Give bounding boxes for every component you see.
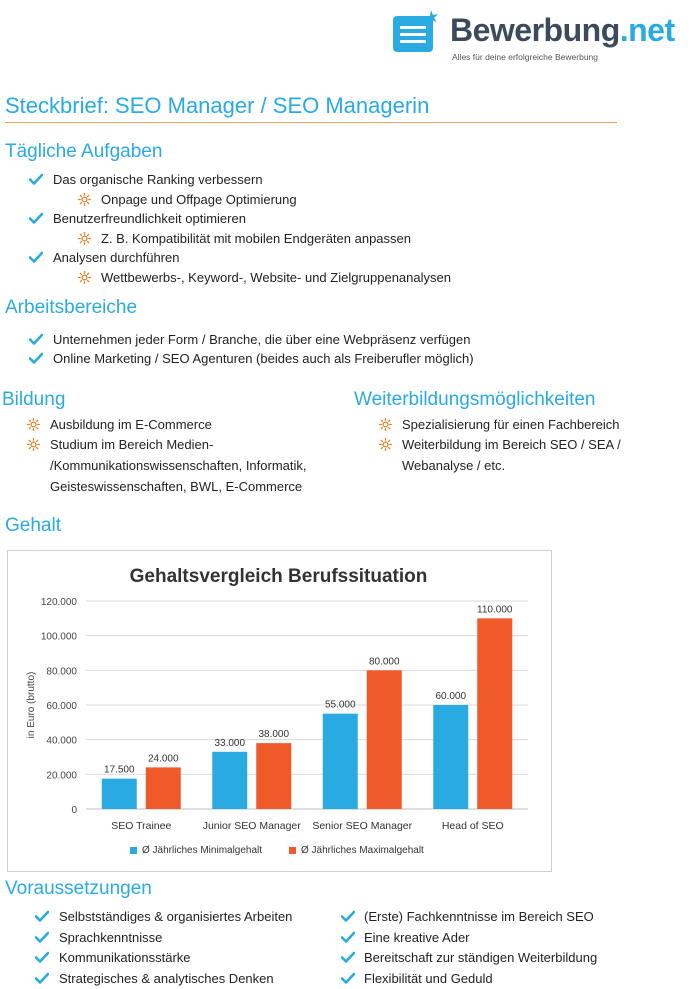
legend-label-min: Ø Jährliches Minimalgehalt	[142, 845, 263, 856]
logo-tagline: Alles für deine erfolgreiche Bewerbung	[452, 52, 599, 62]
data-label: 55.000	[324, 699, 356, 711]
arbeitsbereich-item-1: Unternehmen jeder Form / Branche, die über eine Webpräsenz verfügen	[53, 332, 471, 347]
bildung-item-1: Ausbildung im E-Commerce	[50, 417, 212, 432]
y-tick-label: 40.000	[46, 735, 77, 747]
x-category-label: Junior SEO Manager	[202, 820, 301, 832]
bar-min	[212, 752, 247, 809]
bildung-item-2-line-2: /Kommunikationswissenschaften, Informatik,	[50, 458, 307, 473]
bildung-item-2-line-3: Geisteswissenschaften, BWL, E-Commerce	[50, 479, 303, 494]
bar-max	[146, 767, 181, 809]
checkmark-icon	[341, 972, 355, 984]
checkmark-icon	[341, 910, 355, 922]
legend-swatch-min	[130, 847, 137, 854]
y-tick-label: 0	[71, 805, 77, 816]
heading-taegliche-aufgaben: Tägliche Aufgaben	[5, 141, 163, 162]
heading-weiterbildung: Weiterbildungsmöglichkeiten	[354, 389, 596, 410]
bar-max	[367, 670, 402, 809]
data-label: 38.000	[258, 729, 290, 741]
chart-title: Gehaltsvergleich Berufssituation	[129, 566, 428, 587]
task-subitem-3: Wettbewerbs-, Keyword-, Website- und Zielgruppenanalysen	[101, 270, 451, 285]
arbeitsbereich-item-2: Online Marketing / SEO Agenturen (beides auch als Freiberufler möglich)	[53, 351, 474, 366]
bar-min	[323, 714, 358, 809]
legend-item-max	[289, 845, 424, 856]
bildung-item-2-line-1: Studium im Bereich Medien-	[50, 437, 214, 452]
checkmark-icon	[341, 951, 355, 963]
voraussetzung-left-4: Strategisches & analytisches Denken	[59, 971, 274, 986]
x-category-label: Head of SEO	[441, 820, 504, 832]
logo-name: Bewerbung	[450, 12, 620, 48]
voraussetzung-right-4: Flexibilität und Geduld	[364, 971, 493, 986]
voraussetzung-left-3: Kommunikationsstärke	[59, 950, 191, 965]
bar-min	[433, 705, 468, 809]
checkmark-icon	[35, 931, 49, 943]
y-tick-label: 20.000	[46, 770, 77, 782]
weiterbildung-item-2-line-2: Webanalyse / etc.	[402, 458, 506, 473]
data-label: 17.500	[103, 764, 135, 776]
y-tick-label: 60.000	[46, 701, 77, 712]
voraussetzung-left-2: Sprachkenntnisse	[59, 930, 163, 945]
heading-voraussetzungen: Voraussetzungen	[5, 878, 152, 899]
y-tick-label: 120.000	[40, 597, 77, 608]
x-category-label: SEO Trainee	[111, 820, 172, 832]
bar-max	[256, 743, 291, 809]
bar-max	[477, 618, 512, 809]
weiterbildung-item-1: Spezialisierung für einen Fachbereich	[402, 417, 620, 432]
voraussetzung-right-3: Bereitschaft zur ständigen Weiterbildung	[364, 950, 598, 965]
task-subitem-2: Z. B. Kompatibilität mit mobilen Endgeräten anpassen	[101, 231, 412, 246]
heading-bildung: Bildung	[2, 389, 66, 410]
legend-swatch-max	[289, 847, 296, 854]
logo-tld: .net	[619, 12, 675, 48]
checkmark-icon	[35, 910, 49, 922]
checkmark-icon	[35, 972, 49, 984]
data-label: 110.000	[477, 604, 513, 616]
heading-gehalt: Gehalt	[5, 515, 61, 536]
data-label: 60.000	[435, 691, 467, 702]
y-tick-label: 80.000	[46, 666, 77, 678]
data-label: 24.000	[147, 753, 179, 765]
task-item-3: Analysen durchführen	[53, 250, 180, 265]
task-subitem-1: Onpage und Offpage Optimierung	[101, 192, 297, 207]
voraussetzung-right-2: Eine kreative Ader	[364, 930, 470, 945]
legend-label-max: Ø Jährliches Maximalgehalt	[301, 845, 424, 856]
heading-arbeitsbereiche: Arbeitsbereiche	[5, 297, 138, 318]
checkmark-icon	[35, 951, 49, 963]
data-label: 80.000	[368, 656, 400, 668]
y-tick-label: 100.000	[40, 631, 77, 643]
checkmark-icon	[341, 931, 355, 943]
y-axis-title: in Euro (brutto)	[26, 671, 37, 739]
task-item-1: Das organische Ranking verbessern	[53, 172, 263, 187]
weiterbildung-item-2-line-1: Weiterbildung im Bereich SEO / SEA /	[402, 437, 621, 452]
voraussetzung-left-1: Selbstständiges & organisiertes Arbeiten	[59, 909, 293, 924]
task-item-2: Benutzerfreundlichkeit optimieren	[53, 211, 246, 226]
page-title: Steckbrief: SEO Manager / SEO Managerin	[5, 93, 430, 118]
voraussetzung-right-1: (Erste) Fachkenntnisse im Bereich SEO	[364, 909, 594, 924]
bar-min	[102, 779, 137, 809]
data-label: 33.000	[214, 737, 246, 749]
x-category-label: Senior SEO Manager	[312, 820, 413, 832]
legend-item-min	[130, 845, 262, 856]
